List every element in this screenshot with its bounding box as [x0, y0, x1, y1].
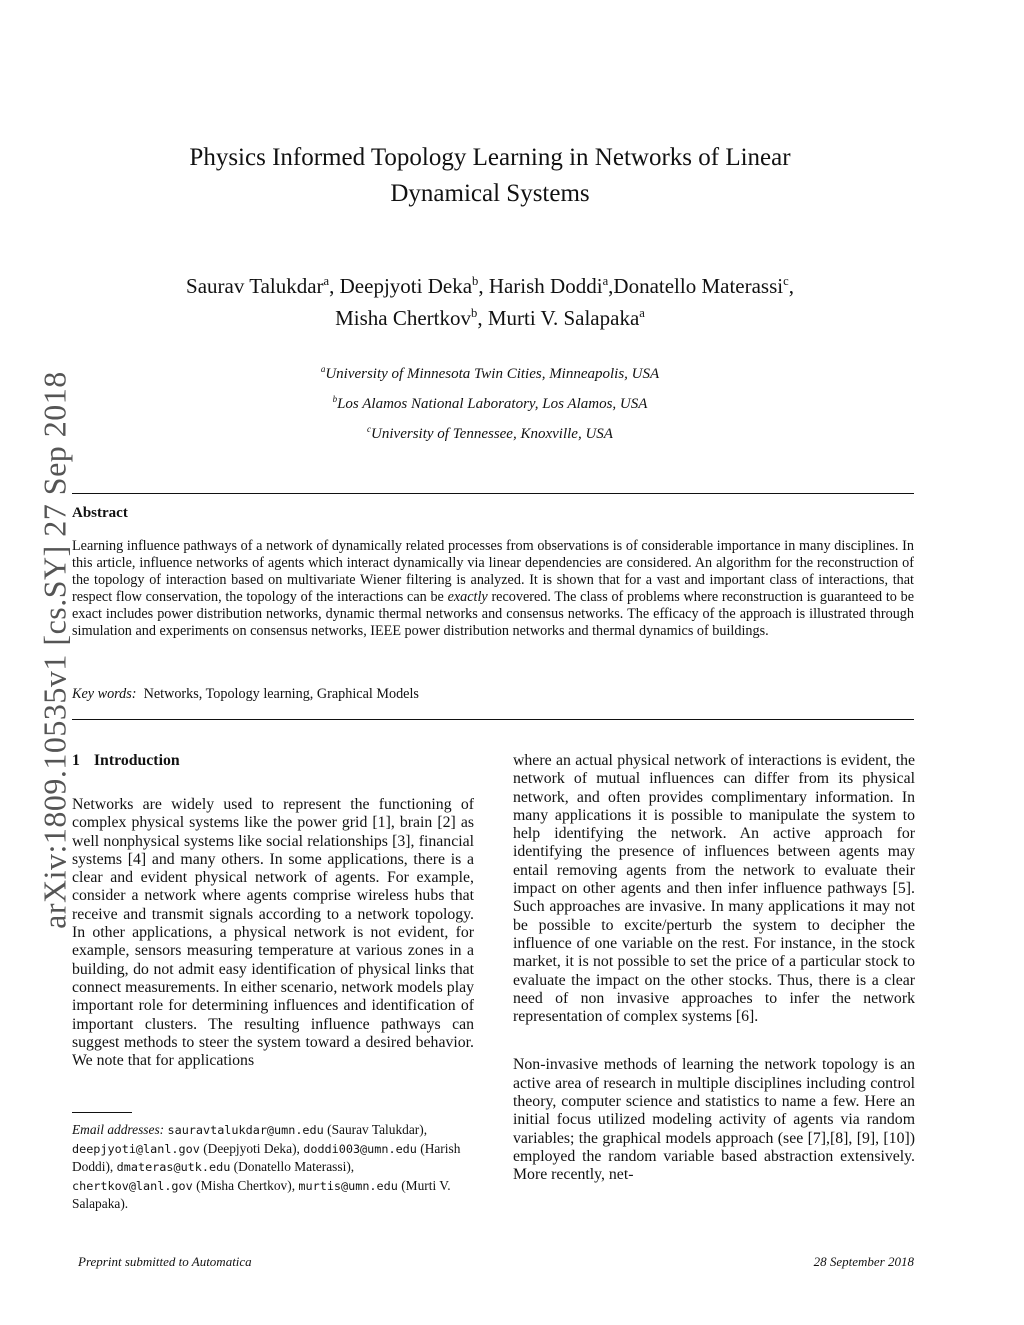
email-link[interactable]: doddi003@umn.edu	[303, 1141, 417, 1156]
email-owner: (Donatello Materassi),	[233, 1159, 355, 1174]
left-column	[72, 796, 474, 1070]
email-owner: (Misha Chertkov),	[196, 1177, 296, 1193]
affiliation-c	[90, 426, 890, 443]
email-link[interactable]: sauravtalukdar@umn.edu	[167, 1123, 324, 1137]
arxiv-stamp: arXiv:1809.10535v1 [cs.SY] 27 Sep 2018	[36, 371, 73, 929]
section-number: 1	[72, 752, 80, 769]
email-owner: (Murti V. Salapaka).	[72, 1177, 451, 1211]
footnote-rule	[72, 1112, 132, 1113]
affiliation-a	[90, 366, 890, 383]
author-line-1: Saurav Talukdar$^a$, Deepjyoti Deka$^b$, Harish Doddi$^a$,Donatello Materassi$^c$,	[186, 274, 794, 298]
author-name: Harish Doddi	[488, 274, 603, 298]
footer-date: 28 September 2018	[813, 1254, 914, 1269]
section-heading	[72, 752, 180, 770]
keywords-label: Key words:	[72, 686, 137, 702]
abstract-emphasis: exactly	[447, 589, 488, 605]
footnote-label: Email addresses:	[72, 1122, 165, 1137]
footnote-emails	[72, 1121, 474, 1213]
email-link[interactable]: murtis@umn.edu	[298, 1178, 398, 1193]
keywords	[72, 686, 419, 703]
author-name: Deepjyoti Deka	[339, 274, 473, 298]
right-column-paragraph-2: Non-invasive methods of learning the network topology is an active area of research in multiple disciplines including control theory, computer science and statistics to name a few. Here an initial focus utilized modeling activity of agents via random variables; the graphical models approach (see [7],[8], [9], [10]) employed the random variable based abstraction extensively. More recently, net-	[513, 1056, 915, 1184]
author-name: Misha Chertkov	[335, 306, 472, 330]
title-line-1: Physics Informed Topology Learning in Networks of Linear	[189, 144, 791, 171]
author-affiliation-mark: a	[323, 274, 330, 288]
right-column-paragraph-1: where an actual physical network of interactions is evident, the network of mutual influences can differ from its physical network, and often provides complimentary information. In many applications it is possible to manipulate the system to help identifying the network. An active approach for identifying the presence of influences between agents may entail removing agents from the network to evaluate their impact on other agents and then infer influence pathways [5]. Such approaches are invasive. In many applications it may not be possible to excite/perturb the system to decipher the influence of one variable on the rest. For instance, in the stock market, it is not possible to set the price of a particular stock to evaluate the impact on the other stocks. Thus, there is a clear need of non invasive approaches to infer the network representation of complex systems [6].	[513, 752, 915, 1026]
abstract-body	[72, 538, 914, 640]
affiliation-text: University of Minnesota Twin Cities, Minneapolis, USA	[325, 366, 660, 382]
affiliation-text: University of Tennessee, Knoxville, USA	[371, 426, 613, 442]
author-name: Saurav Talukdar	[186, 274, 324, 298]
affiliation-text: Los Alamos National Laboratory, Los Alamos, USA	[337, 396, 648, 412]
author-affiliation-mark: a	[639, 306, 645, 320]
right-column	[513, 752, 915, 1185]
author-affiliation-mark: b	[472, 274, 479, 288]
affiliation-mark: c	[367, 424, 372, 434]
abstract-heading: Abstract	[72, 505, 128, 521]
affiliation-mark: a	[320, 364, 326, 374]
author-affiliation-mark: c	[783, 274, 789, 288]
affiliation-b	[90, 396, 890, 413]
author-list	[90, 270, 890, 334]
abstract-bottom-rule	[72, 719, 914, 720]
affiliation-mark: b	[332, 394, 338, 404]
author-affiliation-mark: b	[471, 306, 478, 320]
author-line-2: Misha Chertkov$^b$, Murti V. Salapaka$^a$	[335, 306, 645, 330]
abstract-top-rule	[72, 493, 914, 494]
email-link[interactable]: chertkov@lanl.gov	[72, 1178, 193, 1193]
paper-title	[90, 140, 890, 212]
email-link[interactable]: deepjyoti@lanl.gov	[72, 1141, 200, 1156]
keywords-list: Networks, Topology learning, Graphical Models	[143, 686, 419, 702]
title-line-2: Dynamical Systems	[390, 180, 590, 207]
footer-preprint: Preprint submitted to Automatica	[78, 1254, 252, 1269]
author-name: Donatello Materassi	[613, 274, 784, 298]
email-owner: (Saurav Talukdar),	[327, 1122, 428, 1137]
email-link[interactable]: dmateras@utk.edu	[116, 1160, 231, 1174]
author-name: Murti V. Salapaka	[487, 306, 640, 330]
email-owner: (Deepjyoti Deka),	[203, 1140, 300, 1156]
author-affiliation-mark: a	[602, 274, 609, 288]
left-column-paragraph: Networks are widely used to represent the functioning of complex physical systems like the power grid [1], brain [2] as well nonphysical systems like social relationships [3], financial systems [4] and many others. In some applications, there is a clear and evident physical network of agents. For example, consider a network where agents comprise wireless hubs that receive and transmit signals according to a network topology. In other applications, a physical network is not evident, for example, sensors measuring temperature at various zones in a building, do not admit easy identification of physical links that connect measurements. In either scenario, network models play important role for determining influences and identification of important clusters. The resulting influence pathways can suggest methods to steer the system toward a desired behavior. We note that for applications	[72, 796, 474, 1070]
abstract-text-1: Learning influence pathways of a network of dynamically related processes from observations is of considerable importance in many disciplines. In this article, influence networks of agents which interact dynamically via linear dependencies are considered. An algorithm for the reconstruction of the topology of interaction based on multivariate Wiener filtering is analyzed. It is shown that for a vast and important class of interactions, that respect flow conservation, the topology of the interactions can be	[72, 538, 914, 605]
section-title: Introduction	[93, 752, 180, 769]
abstract-text-2: recovered. The class of problems where reconstruction is guaranteed to be exact includes power distribution networks, dynamic thermal networks and consensus networks. The efficacy of the approach is illustrated through simulation and experiments on consensus networks, IEEE power distribution networks and thermal dynamics of buildings.	[72, 589, 914, 639]
email-owner: (Harish Doddi),	[72, 1140, 461, 1174]
